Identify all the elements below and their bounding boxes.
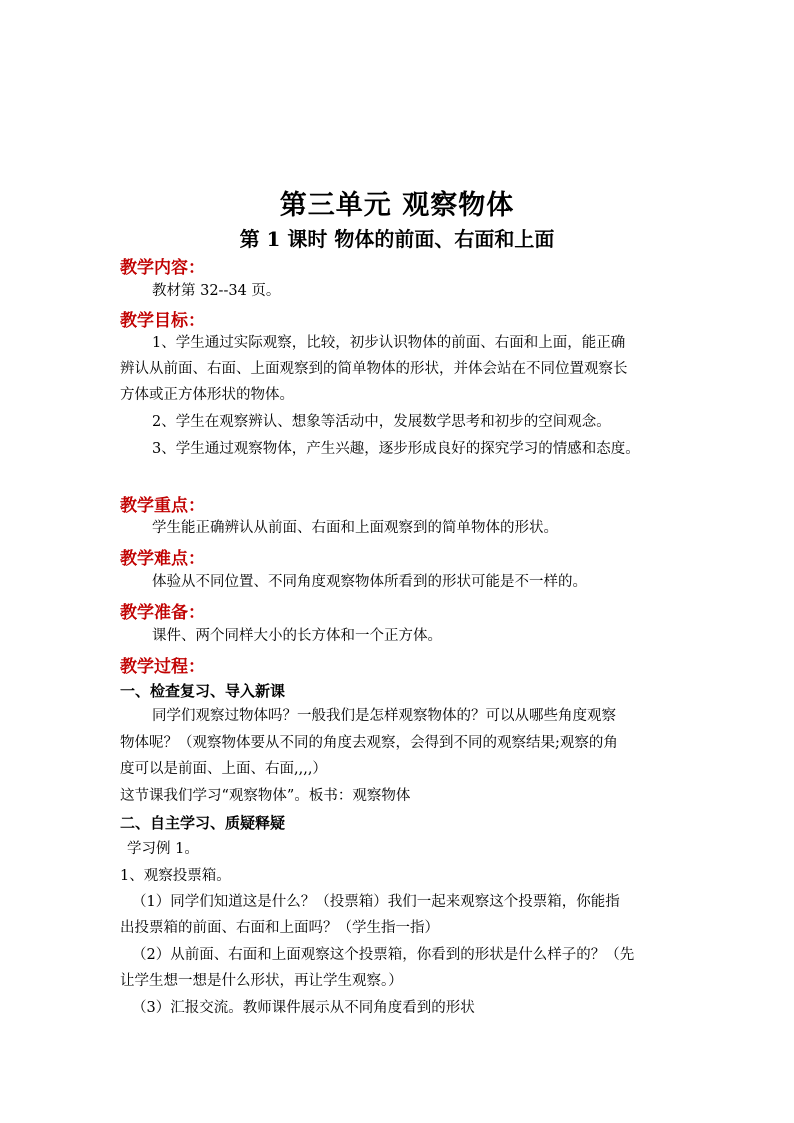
content-text: 教材第 32--34 页。 (152, 283, 281, 299)
section2-line3: （1）同学们知道这是什么？（投票箱）我们一起来观察这个投票箱，你能指 (132, 894, 620, 910)
document-title: 第三单元 观察物体 (279, 190, 515, 221)
section2-line6: 让学生想一想是什么形状，再让学生观察。） (120, 973, 403, 989)
section2-line7: （3）汇报交流。教师课件展示从不同角度看到的形状 (132, 1000, 475, 1016)
section2-line5: （2）从前面、右面和上面观察这个投票箱，你看到的形状是什么样子的？（先 (132, 947, 635, 963)
section1-line1: 同学们观察过物体吗？一般我们是怎样观察物体的？可以从哪些角度观察 (152, 708, 616, 724)
goal1-line2: 辨认从前面、右面、上面观察到的简单物体的形状，并体会站在不同位置观察长 (120, 361, 628, 377)
lesson-subtitle: 第 1 课时 物体的前面、右面和上面 (239, 227, 555, 251)
goal1-line1: 1、学生通过实际观察，比较，初步认识物体的前面、右面和上面，能正确 (152, 335, 626, 351)
goal2: 2、学生在观察辨认、想象等活动中，发展数学思考和初步的空间观念。 (152, 414, 611, 430)
goals-heading: 教学目标： (120, 311, 205, 331)
prep-text: 课件、两个同样大小的长方体和一个正方体。 (152, 628, 442, 644)
key-heading: 教学重点： (120, 496, 205, 516)
section2-line4: 出投票箱的前面、右面和上面吗？（学生指一指） (120, 920, 439, 936)
key-text: 学生能正确辨认从前面、右面和上面观察到的简单物体的形状。 (152, 520, 558, 536)
section1-line3: 度可以是前面、上面、右面,,,,） (120, 761, 327, 777)
section2-line2: 1、观察投票箱。 (120, 868, 231, 884)
content-heading: 教学内容： (120, 258, 205, 278)
section2-line1: 学习例 1。 (127, 841, 199, 857)
difficulty-text: 体验从不同位置、不同角度观察物体所看到的形状可能是不一样的。 (152, 574, 587, 590)
process-heading: 教学过程： (120, 657, 205, 677)
section1-line2: 物体呢？（观察物体要从不同的角度去观察，会得到不同的观察结果;观察的角 (120, 735, 618, 751)
section2-heading: 二、自主学习、质疑释疑 (120, 814, 286, 832)
prep-heading: 教学准备： (120, 603, 205, 623)
section1-line4: 这节课我们学习“观察物体”。板书：观察物体 (120, 788, 411, 804)
goal3: 3、学生通过观察物体，产生兴趣，逐步形成良好的探究学习的情感和态度。 (152, 441, 640, 457)
difficulty-heading: 教学难点： (120, 549, 205, 569)
section1-heading: 一、检查复习、导入新课 (120, 682, 286, 700)
goal1-line3: 方体或正方体形状的物体。 (120, 387, 294, 403)
